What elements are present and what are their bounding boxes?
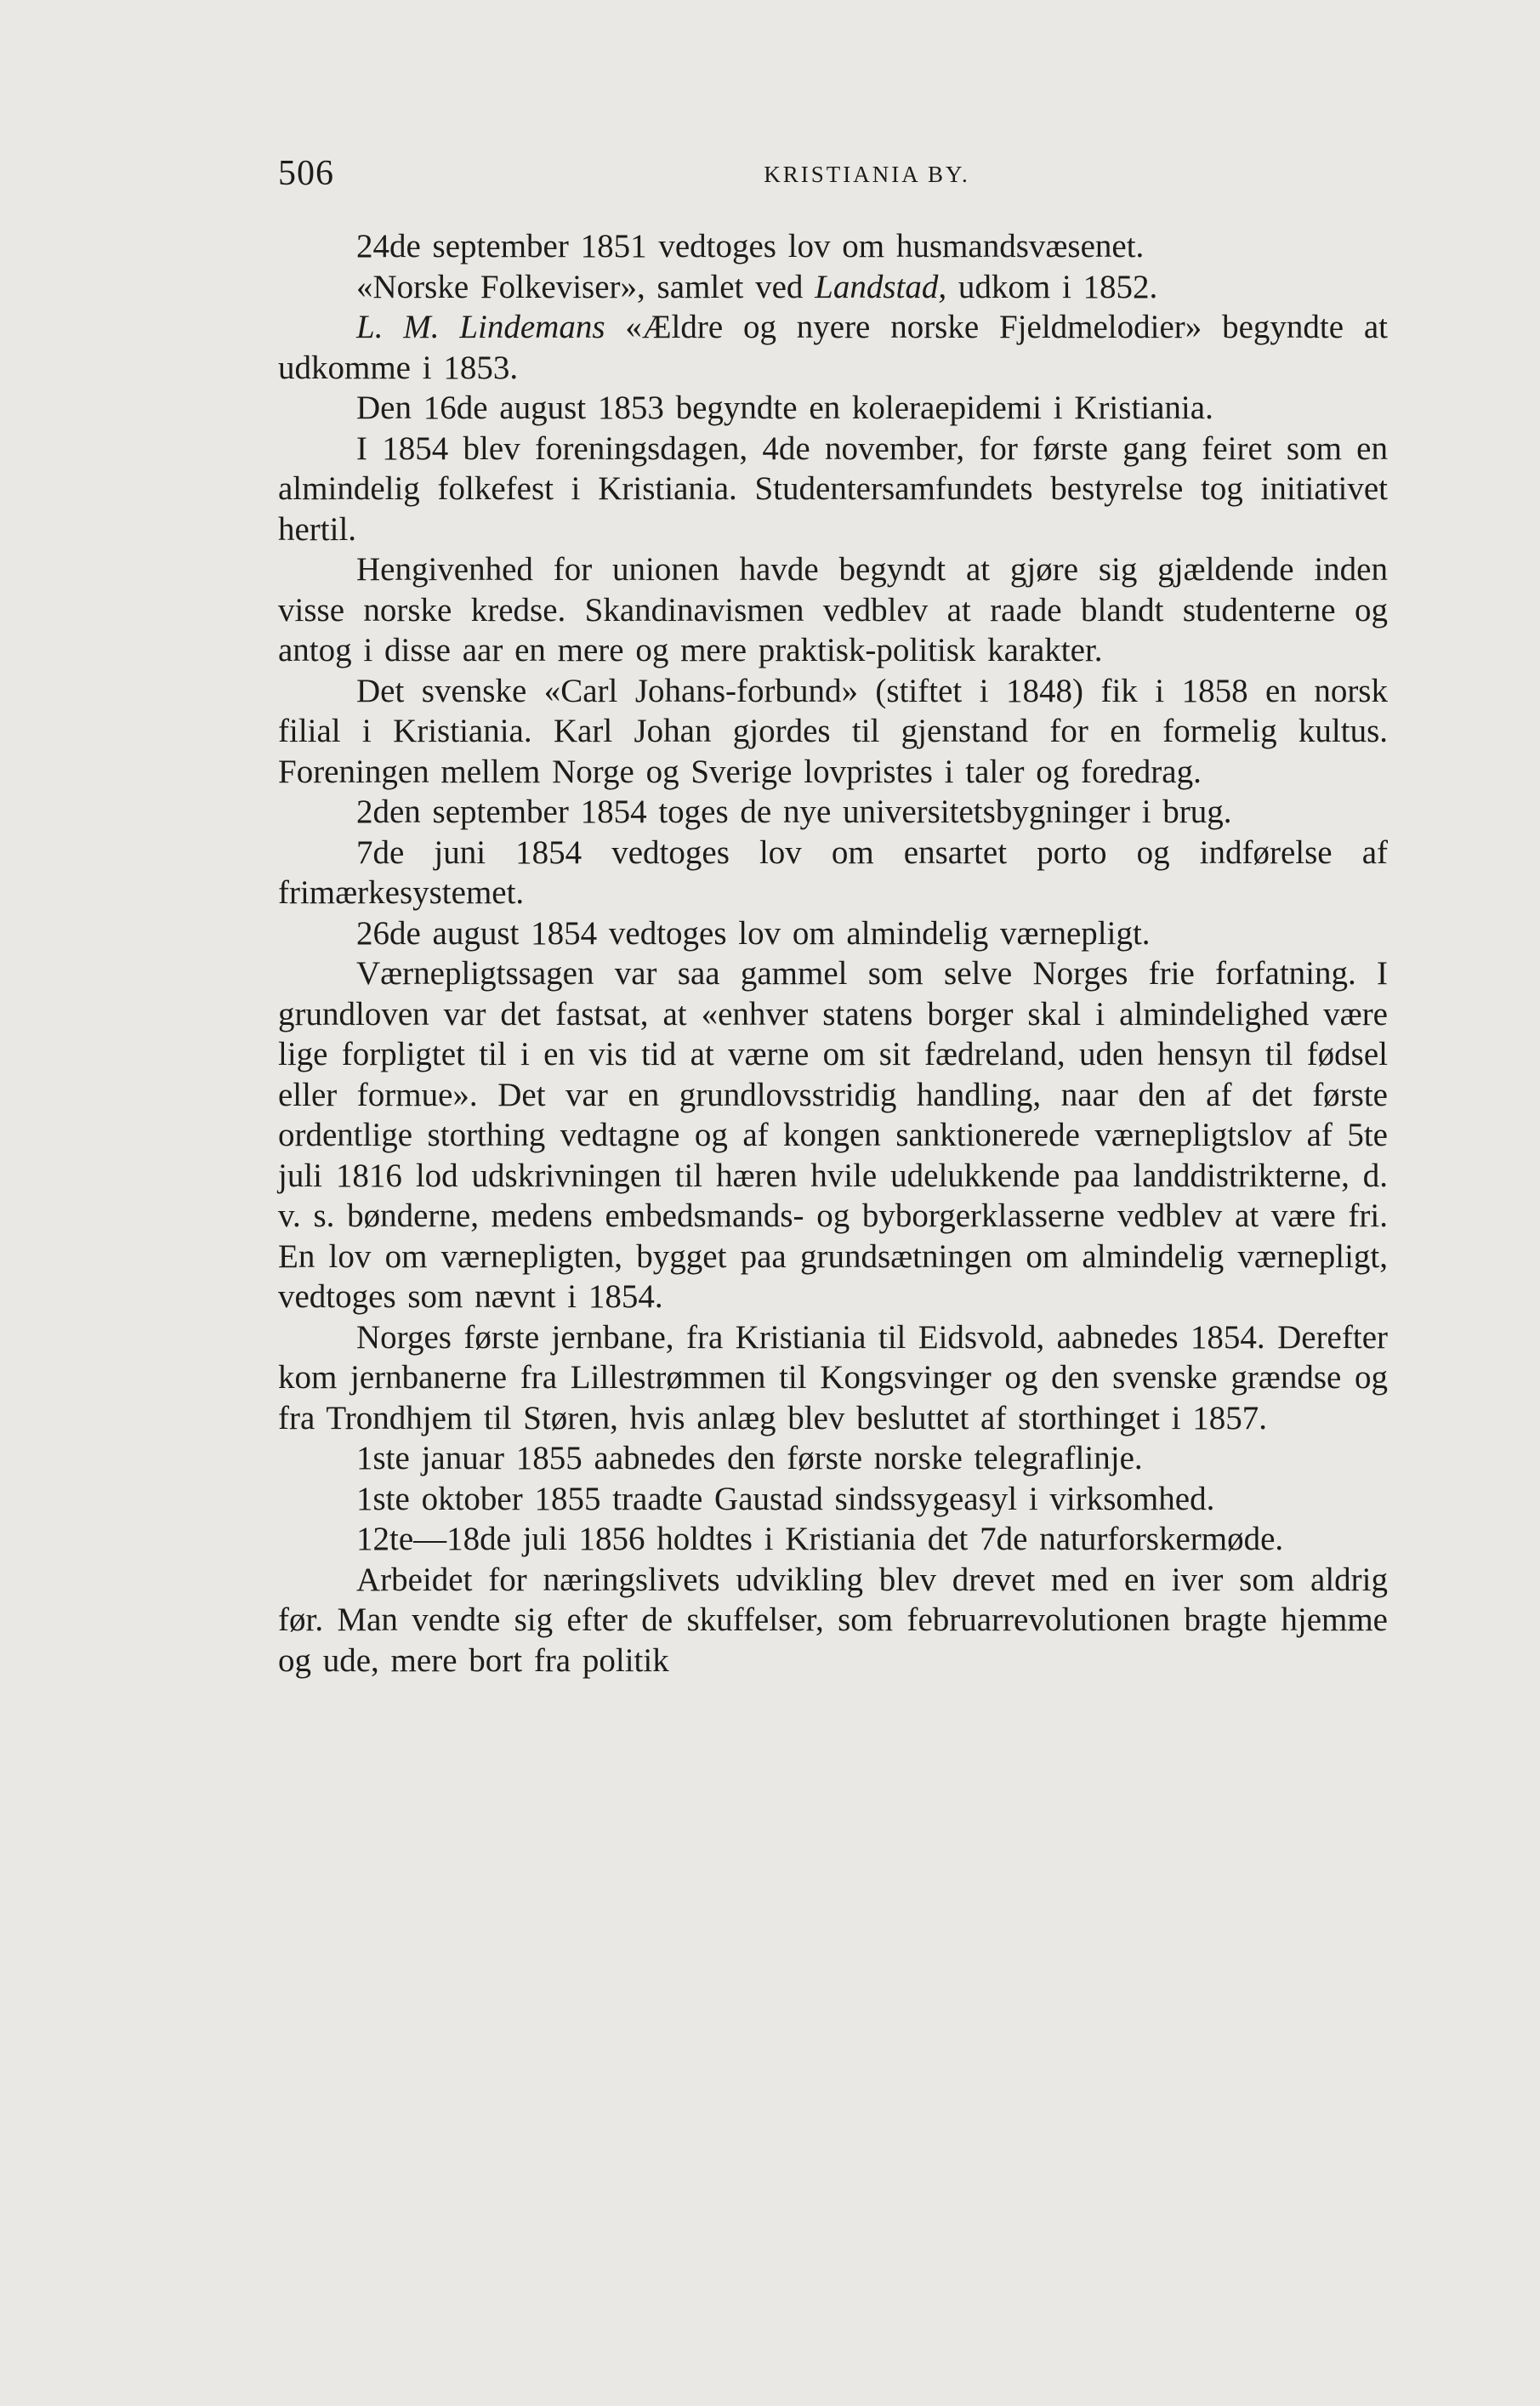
italic-name: L. M. Lindemans	[356, 309, 605, 345]
running-head: KRISTIANIA BY.	[764, 162, 970, 187]
paragraph: 2den september 1854 toges de nye universitetsbygninger i brug.	[356, 793, 1232, 830]
paragraph: 1ste oktober 1855 traadte Gaustad sindssygeasyl i virksomhed.	[356, 1480, 1215, 1517]
paragraph: Værnepligtssagen var saa gammel som selve Norges frie forfatning. I grundloven var det fastsat, at «enhver statens borger skal i almindelighed være lige forpligtet til i en vis tid at værne om sit fædreland, uden hensyn til fødsel eller formue». Det var en grundlovsstridig handling, naar den af det første ordentlige storthing vedtagne og af kongen sanktionerede værnepligtslov af 5te juli 1816 lod udskrivningen til hæren hvile udelukkende paa landdistrikterne, d. v. s. bønderne, medens embedsmands- og byborgerklasserne vedblev at være fri. En lov om værnepligten, bygget paa grundsætningen om almindelig værnepligt, vedtoges som nævnt i 1854.	[278, 955, 1388, 1315]
paragraph: 24de september 1851 vedtoges lov om husmandsvæsenet.	[356, 228, 1145, 264]
paragraph: 26de august 1854 vedtoges lov om almindelig værnepligt.	[356, 914, 1151, 952]
paragraph: Norges første jernbane, fra Kristiania til Eidsvold, aabnedes 1854. Derefter kom jernbanerne fra Lillestrømmen til Kongsvinger og den svenske grændse og fra Trondhjem til Støren, hvis anlæg blev besluttet af storthinget i 1857.	[278, 1318, 1388, 1436]
paragraph: Det svenske «Carl Johans-forbund» (stiftet i 1848) fik i 1858 en norsk filial i Kristiania. Karl Johan gjordes til gjenstand for en formelig kultus. Foreningen mellem Norge og Sverige lovpristes i taler og foredrag.	[278, 672, 1388, 790]
italic-name: Landstad,	[815, 268, 947, 305]
paragraph: L. M. Lindemans «Ældre og nyere norske Fjeldmelodier» begyndte at udkomme i 1853.	[278, 309, 1389, 386]
page-number: 506	[278, 154, 334, 193]
paragraph: 7de juni 1854 vedtoges lov om ensartet porto og indførelse af frimærkesystemet.	[278, 833, 1388, 911]
paragraph: Arbeidet for næringslivets udvikling blev drevet med en iver som aldrig før. Man vendte sig efter de skuffelser, som februarrevolutionen bragte hjemme og ude, mere bort fra politik	[278, 1561, 1388, 1679]
body-text	[278, 226, 1388, 1681]
page-header	[278, 153, 1388, 204]
paragraph: Hengivenhed for unionen havde begyndt at gjøre sig gjældende inden visse norske kredse. Skandinavismen vedblev at raade blandt studenterne og antog i disse aar en mere og mere praktisk-politisk karakter.	[278, 551, 1388, 668]
paragraph: «Norske Folkeviser», samlet ved Landstad, udkom i 1852.	[356, 268, 1158, 305]
paragraph: Den 16de august 1853 begyndte en koleraepidemi i Kristiania.	[356, 390, 1213, 426]
paragraph: 12te—18de juli 1856 holdtes i Kristiania det 7de naturforskermøde.	[356, 1521, 1284, 1557]
paragraph: 1ste januar 1855 aabnedes den første norske telegraflinje.	[356, 1440, 1143, 1476]
paragraph: I 1854 blev foreningsdagen, 4de november, for første gang feiret som en almindelig folkefest i Kristiania. Studentersamfundets bestyrelse tog initiativet hertil.	[278, 429, 1388, 548]
